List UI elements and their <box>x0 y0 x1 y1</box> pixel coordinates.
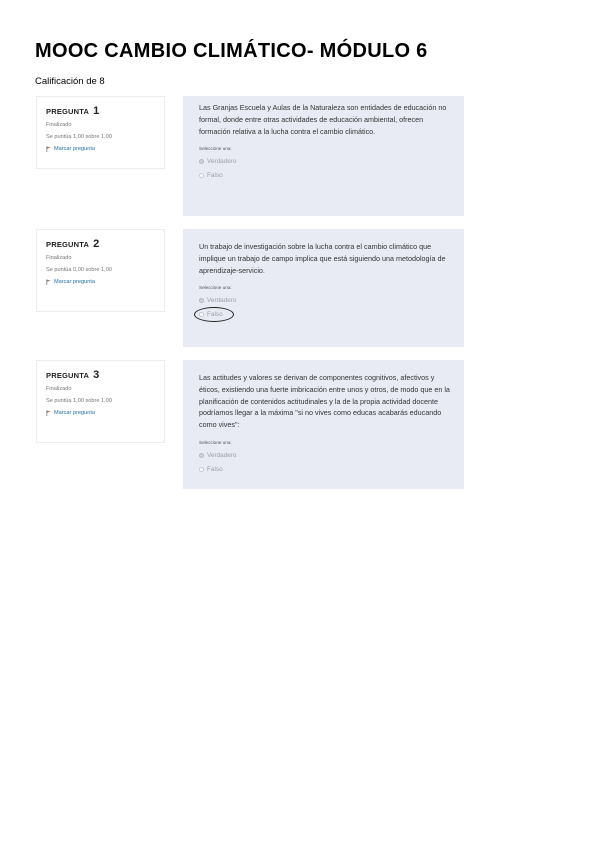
question-label: PREGUNTA <box>46 371 89 380</box>
flag-question-link[interactable] <box>46 410 164 416</box>
flag-question-link[interactable] <box>46 146 164 152</box>
question-info-card <box>36 96 165 169</box>
option-falso[interactable] <box>199 311 452 318</box>
question-score: Se puntúa 1,00 sobre 1,00 <box>46 397 112 404</box>
option-falso[interactable] <box>199 172 452 179</box>
question-score: Se puntúa 1,00 sobre 1,00 <box>46 133 112 140</box>
option-label: Falso <box>207 311 223 319</box>
question-content-card <box>183 96 464 216</box>
radio-button[interactable] <box>199 159 204 164</box>
question-number: 2 <box>93 238 100 250</box>
option-label: Falso <box>207 172 223 180</box>
flag-label: Marcar pregunta <box>54 279 96 286</box>
flag-label: Marcar pregunta <box>54 146 96 153</box>
option-verdadero[interactable] <box>199 297 452 304</box>
option-label: Verdadero <box>207 451 237 459</box>
answer-prompt: Seleccione una: <box>199 146 232 152</box>
radio-button[interactable] <box>199 453 204 458</box>
question-text: Las actitudes y valores se derivan de componentes cognitivos, afectivos y éticos, existiendo una fuerte imbricación entre unos y otros, de modo que en la planificación de contenidos actitudinales y la de la propia actividad docente podríamos llegar a la máxima "si no vives como educas acabarás educando como vives": <box>199 373 450 430</box>
question-number: 3 <box>93 369 100 381</box>
question-label: PREGUNTA <box>46 240 89 249</box>
question-heading <box>46 369 164 381</box>
flag-question-link[interactable] <box>46 279 164 285</box>
question-content-card <box>183 229 464 347</box>
question-heading <box>46 238 164 250</box>
question-heading <box>46 105 164 117</box>
flag-icon <box>46 410 51 416</box>
question-status: Finalizado <box>46 386 72 392</box>
radio-button[interactable] <box>199 173 204 178</box>
flag-label: Marcar pregunta <box>54 410 96 417</box>
question-score: Se puntúa 0,00 sobre 1,00 <box>46 266 112 273</box>
question-text: Las Granjas Escuela y Aulas de la Naturaleza son entidades de educación no formal, donde entre otras actividades de educación ambiental, ofrecen formación relativa a la lucha contra el cambio climático. <box>199 103 447 136</box>
answer-prompt: Seleccione una: <box>199 285 232 291</box>
question-info-card <box>36 229 165 312</box>
option-verdadero[interactable] <box>199 158 452 165</box>
radio-button[interactable] <box>199 467 204 472</box>
answer-prompt: Seleccione una: <box>199 439 232 445</box>
option-label: Verdadero <box>207 158 237 166</box>
question-status: Finalizado <box>46 255 72 261</box>
question-status: Finalizado <box>46 122 72 128</box>
hand-drawn-circle <box>194 307 234 322</box>
option-label: Verdadero <box>207 297 237 305</box>
question-label: PREGUNTA <box>46 107 89 116</box>
flag-icon <box>46 279 51 285</box>
option-verdadero[interactable] <box>199 452 452 459</box>
question-text: Un trabajo de investigación sobre la lucha contra el cambio climático que implique un trabajo de campo implica que está siguiendo una metodología de aprendizaje-servicio. <box>199 242 446 275</box>
flag-icon <box>46 146 51 152</box>
page-title: MOOC CAMBIO CLIMÁTICO- MÓDULO 6 <box>35 40 428 62</box>
option-falso[interactable] <box>199 466 452 473</box>
question-info-card <box>36 360 165 443</box>
option-label: Falso <box>207 465 223 473</box>
radio-button[interactable] <box>199 298 204 303</box>
question-number: 1 <box>93 105 100 117</box>
question-content-card <box>183 360 464 489</box>
grade-subtitle: Calificación de 8 <box>35 76 105 87</box>
